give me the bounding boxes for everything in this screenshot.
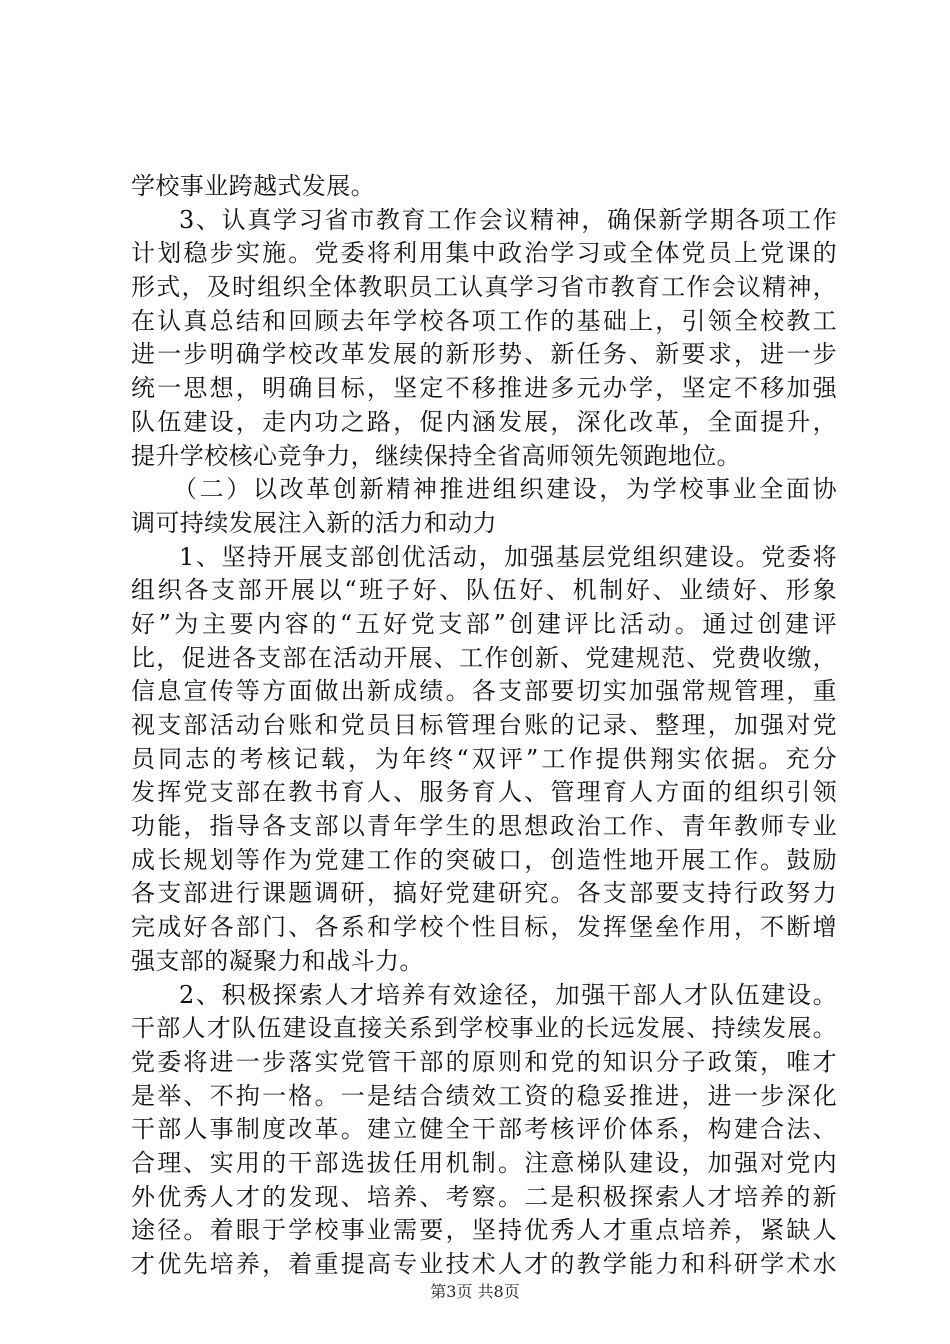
text-line: 学校事业跨越式发展。 (131, 172, 375, 200)
text-line: 是举、不拘一格。一是结合绩效工资的稳妥推进，进一步深化 (131, 1081, 837, 1110)
text-line: 途径。着眼于学校事业需要，坚持优秀人才重点培养，紧缺人 (131, 1216, 837, 1245)
page-footer (0, 1282, 950, 1302)
text-line: 员同志的考核记载，为年终“双评”工作提供翔实依据。充分 (131, 744, 837, 773)
text-line: 进一步明确学校改革发展的新形势、新任务、新要求，进一步 (131, 340, 837, 369)
text-line: 成长规划等作为党建工作的突破口，创造性地开展工作。鼓励 (131, 845, 837, 874)
text-line: 比，促进各支部在活动开展、工作创新、党建规范、党费收缴， (131, 643, 837, 672)
text-line: 2、积极探索人才培养有效途径，加强干部人才队伍建设。 (179, 980, 837, 1009)
text-line: 干部人才队伍建设直接关系到学校事业的长远发展、持续发展。 (131, 1014, 837, 1043)
page-number-label: 第3页 共8页 (430, 1282, 520, 1301)
text-line: 强支部的凝聚力和战斗力。 (131, 946, 424, 975)
text-line: 形式，及时组织全体教职员工认真学习省市教育工作会议精神， (131, 273, 837, 302)
text-line: 合理、实用的干部选拔任用机制。注意梯队建设，加强对党内 (131, 1148, 837, 1177)
text-line: 外优秀人才的发现、培养、考察。二是积极探索人才培养的新 (131, 1182, 837, 1211)
text-line: 党委将进一步落实党管干部的原则和党的知识分子政策，唯才 (131, 1047, 837, 1076)
document-body (131, 170, 837, 1282)
text-line: 才优先培养，着重提高专业技术人才的教学能力和科研学术水 (131, 1250, 837, 1278)
text-line: 队伍建设，走内功之路，促内涵发展，深化改革，全面提升， (131, 407, 837, 436)
text-line: 功能，指导各支部以青年学生的思想政治工作、青年教师专业 (131, 812, 837, 841)
text-line: 信息宣传等方面做出新成绩。各支部要切实加强常规管理，重 (131, 677, 837, 706)
text-line: 视支部活动台账和党员目标管理台账的记录、整理，加强对党 (131, 711, 837, 739)
section-heading-continued: 调可持续发展注入新的活力和动力 (131, 508, 497, 537)
section-heading: （二）以改革创新精神推进组织建设，为学校事业全面协 (173, 475, 837, 504)
text-line: 组织各支部开展以“班子好、队伍好、机制好、业绩好、形象 (131, 576, 837, 605)
text-line: 完成好各部门、各系和学校个性目标，发挥堡垒作用，不断增 (131, 913, 837, 942)
text-line: 计划稳步实施。党委将利用集中政治学习或全体党员上党课的 (131, 239, 837, 268)
text-line: 1、坚持开展支部创优活动，加强基层党组织建设。党委将 (179, 542, 837, 571)
text-line: 在认真总结和回顾去年学校各项工作的基础上，引领全校教工 (131, 306, 837, 335)
text-line: 好”为主要内容的“五好党支部”创建评比活动。通过创建评 (131, 609, 837, 638)
text-line: 各支部进行课题调研，搞好党建研究。各支部要支持行政努力 (131, 879, 837, 908)
text-line: 统一思想，明确目标，坚定不移推进多元办学，坚定不移加强 (131, 374, 837, 403)
text-line: 发挥党支部在教书育人、服务育人、管理育人方面的组织引领 (131, 778, 837, 807)
text-line: 干部人事制度改革。建立健全干部考核评价体系，构建合法、 (131, 1115, 837, 1144)
text-line: 3、认真学习省市教育工作会议精神，确保新学期各项工作 (179, 205, 837, 234)
text-line: 提升学校核心竞争力，继续保持全省高师领先领跑地位。 (131, 441, 741, 470)
